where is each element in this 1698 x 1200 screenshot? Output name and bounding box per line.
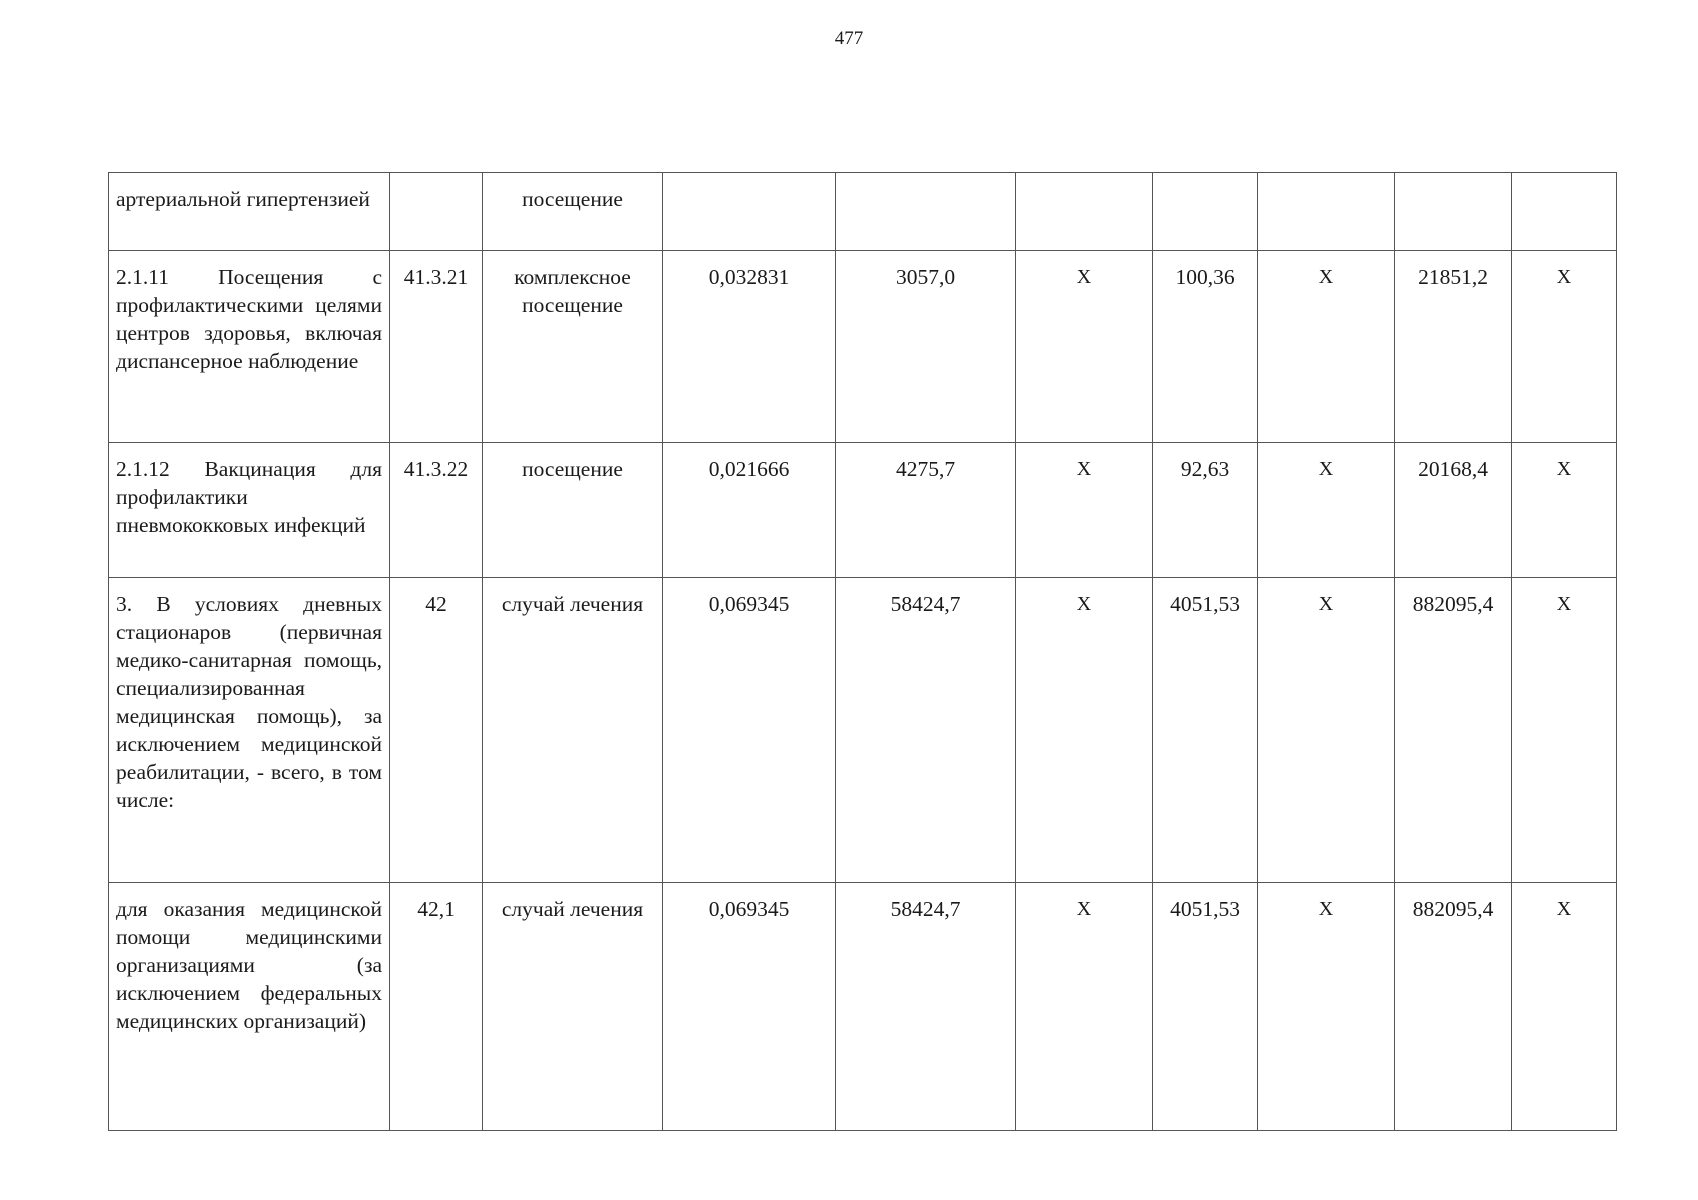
- cell-volume: 0,069345: [663, 578, 836, 883]
- cell-unit: случай лечения: [483, 578, 663, 883]
- cell-col9: 21851,2: [1395, 251, 1512, 443]
- cell-col6: Х: [1016, 443, 1153, 578]
- cell-unit: случай лечения: [483, 883, 663, 1131]
- cell-col7: [1153, 173, 1258, 251]
- cell-col8: [1258, 173, 1395, 251]
- cell-col7: 92,63: [1153, 443, 1258, 578]
- cell-col10: Х: [1512, 443, 1617, 578]
- cell-name: 2.1.12 Вакцинация для профилактики пневмококковых инфекций: [109, 443, 390, 578]
- cell-col10: Х: [1512, 251, 1617, 443]
- table-row: [109, 173, 1617, 251]
- cell-code: [390, 173, 483, 251]
- cell-code: 42,1: [390, 883, 483, 1131]
- cell-code: 41.3.22: [390, 443, 483, 578]
- cell-cost: 3057,0: [836, 251, 1016, 443]
- cell-col7: 4051,53: [1153, 578, 1258, 883]
- cell-col6: Х: [1016, 883, 1153, 1131]
- cell-volume: [663, 173, 836, 251]
- cell-col8: Х: [1258, 251, 1395, 443]
- cell-code: 41.3.21: [390, 251, 483, 443]
- cell-name: 2.1.11 Посещения с профилактическими целями центров здоровья, включая диспансерное наблюдение: [109, 251, 390, 443]
- cell-name: 3. В условиях дневных стационаров (первичная медико-санитарная помощь, специализированная медицинская помощь), за исключением медицинской реабилитации, - всего, в том числе:: [109, 578, 390, 883]
- page-number: 477: [834, 28, 864, 49]
- cell-col9: [1395, 173, 1512, 251]
- cell-code: 42: [390, 578, 483, 883]
- cell-name: артериальной гипертензией: [109, 173, 390, 251]
- cell-cost: [836, 173, 1016, 251]
- cell-col8: Х: [1258, 443, 1395, 578]
- cell-col6: Х: [1016, 578, 1153, 883]
- cell-col7: 100,36: [1153, 251, 1258, 443]
- cell-col9: 20168,4: [1395, 443, 1512, 578]
- table-row: [109, 578, 1617, 883]
- cell-col6: [1016, 173, 1153, 251]
- data-table: [108, 172, 1617, 1131]
- cell-cost: 4275,7: [836, 443, 1016, 578]
- cell-cost: 58424,7: [836, 578, 1016, 883]
- table-row: [109, 883, 1617, 1131]
- cell-cost: 58424,7: [836, 883, 1016, 1131]
- cell-unit: комплексное посещение: [483, 251, 663, 443]
- table-row: [109, 443, 1617, 578]
- cell-name: для оказания медицинской помощи медицинскими организациями (за исключением федеральных медицинских организаций): [109, 883, 390, 1131]
- cell-col7: 4051,53: [1153, 883, 1258, 1131]
- cell-col8: Х: [1258, 578, 1395, 883]
- cell-unit: посещение: [483, 443, 663, 578]
- cell-col10: Х: [1512, 578, 1617, 883]
- cell-volume: 0,021666: [663, 443, 836, 578]
- cell-col10: [1512, 173, 1617, 251]
- table-row: [109, 251, 1617, 443]
- cell-col8: Х: [1258, 883, 1395, 1131]
- cell-col9: 882095,4: [1395, 883, 1512, 1131]
- cell-volume: 0,032831: [663, 251, 836, 443]
- cell-col9: 882095,4: [1395, 578, 1512, 883]
- cell-col6: Х: [1016, 251, 1153, 443]
- cell-col10: Х: [1512, 883, 1617, 1131]
- cell-volume: 0,069345: [663, 883, 836, 1131]
- cell-unit: посещение: [483, 173, 663, 251]
